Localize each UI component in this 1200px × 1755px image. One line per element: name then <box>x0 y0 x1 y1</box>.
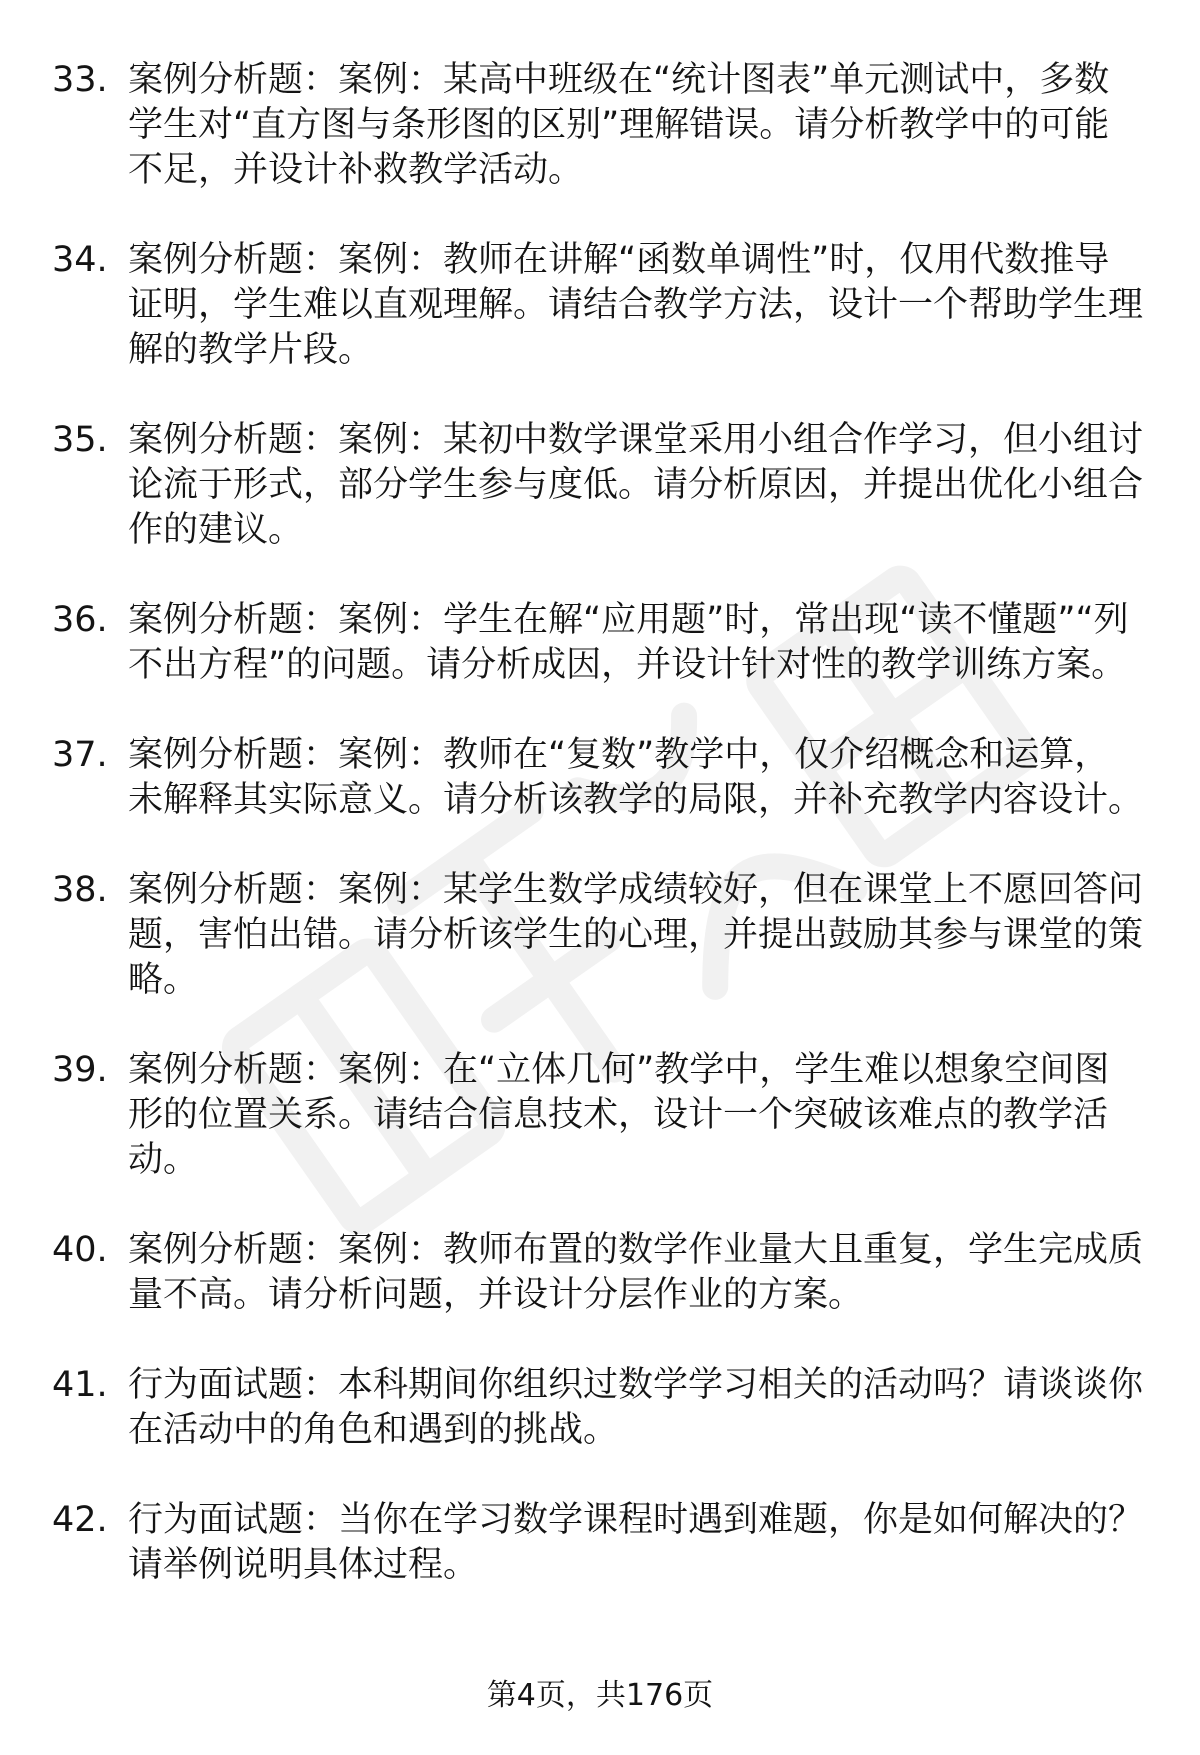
question-text: 案例分析题：案例：在“立体几何”教学中，学生难以想象空间图形的位置关系。请结合信息技术，设计一个突破该难点的教学活动。 <box>128 1050 1110 1180</box>
question-text: 行为面试题：本科期间你组织过数学学习相关的活动吗？请谈谈你在活动中的角色和遇到的挑战。 <box>128 1365 1144 1450</box>
question-item <box>52 1228 1147 1318</box>
question-number: 33. <box>52 60 108 100</box>
question-number: 34. <box>52 240 108 280</box>
question-text: 案例分析题：案例：学生在解“应用题”时，常出现“读不懂题”“列不出方程”的问题。请分析成因，并设计针对性的教学训练方案。 <box>128 600 1129 685</box>
question-text: 案例分析题：案例：某学生数学成绩较好，但在课堂上不愿回答问题，害怕出错。请分析该学生的心理，并提出鼓励其参与课堂的策略。 <box>128 870 1144 1000</box>
question-text: 案例分析题：案例：教师在“复数”教学中，仅介绍概念和运算，未解释其实际意义。请分析该教学的局限，并补充教学内容设计。 <box>128 735 1144 820</box>
question-item <box>52 58 1147 193</box>
question-item <box>52 1363 1147 1453</box>
question-item <box>52 238 1147 373</box>
question-text: 案例分析题：案例：教师布置的数学作业量大且重复，学生完成质量不高。请分析问题，并设计分层作业的方案。 <box>128 1230 1144 1315</box>
question-text: 案例分析题：案例：教师在讲解“函数单调性”时，仅用代数推导证明，学生难以直观理解。请结合教学方法，设计一个帮助学生理解的教学片段。 <box>128 240 1144 370</box>
question-item <box>52 733 1147 823</box>
question-item <box>52 1498 1147 1588</box>
question-number: 42. <box>52 1500 108 1540</box>
question-number: 41. <box>52 1365 108 1405</box>
question-item <box>52 868 1147 1003</box>
page-footer: 第4页，共176页 <box>486 1678 714 1713</box>
question-number: 36. <box>52 600 108 640</box>
question-number: 38. <box>52 870 108 910</box>
question-text: 行为面试题：当你在学习数学课程时遇到难题，你是如何解决的？请举例说明具体过程。 <box>128 1500 1144 1585</box>
question-number: 37. <box>52 735 108 775</box>
question-text: 案例分析题：案例：某高中班级在“统计图表”单元测试中，多数学生对“直方图与条形图的区别”理解错误。请分析教学中的可能不足，并设计补救教学活动。 <box>128 60 1110 190</box>
question-item <box>52 598 1147 688</box>
question-item <box>52 418 1147 553</box>
question-number: 39. <box>52 1050 108 1090</box>
question-list <box>52 58 1147 1633</box>
question-number: 35. <box>52 420 108 460</box>
question-text: 案例分析题：案例：某初中数学课堂采用小组合作学习，但小组讨论流于形式，部分学生参与度低。请分析原因，并提出优化小组合作的建议。 <box>128 420 1144 550</box>
question-number: 40. <box>52 1230 108 1270</box>
question-item <box>52 1048 1147 1183</box>
